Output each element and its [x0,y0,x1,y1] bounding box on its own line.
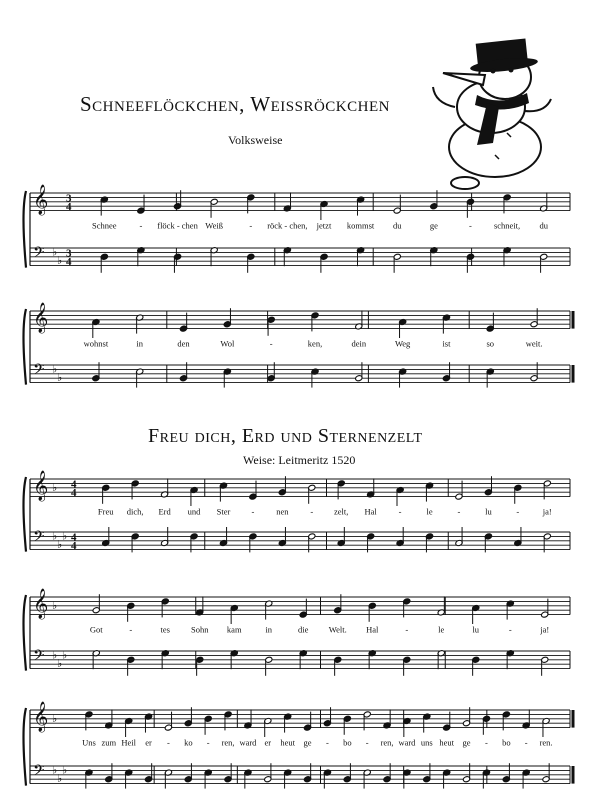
brace [24,595,27,671]
lyric-syllable: kommst [346,220,375,231]
lyric-syllable: in [265,624,273,635]
lyric-syllable: - [249,220,253,231]
note [173,253,181,273]
brace [24,191,27,268]
note [102,484,110,504]
note [472,656,480,676]
treble-staff [30,597,570,615]
lyric-syllable: dein [351,338,367,349]
lyric-syllable: le [438,624,445,635]
flat-icon: ♭ [62,763,68,777]
lyric-syllable: er [264,737,272,748]
flat-icon: ♭ [52,362,58,376]
lyric-syllable: - [251,506,255,517]
lyric-syllable: - [139,220,143,231]
system-2-2 [24,588,571,676]
lyric-syllable: - [405,624,409,635]
lyric-syllable: - [524,737,528,748]
lyric-syllable: Uns [82,737,96,748]
lyric-syllable: heut [280,737,296,748]
lyric-syllable: - [310,506,314,517]
flat-icon: ♭ [57,538,63,552]
lyric-syllable: - [326,737,329,748]
lyric-syllable: ja! [542,506,552,517]
brace [24,708,27,786]
lyric-syllable: ren. [539,737,553,748]
treble-clef-icon: 𝄞 [33,471,49,501]
lyric-syllable: nen [276,506,289,517]
lyric-syllable: den [177,338,190,349]
time-signature: 4 [66,201,72,214]
lyric-syllable: Got [89,624,103,635]
lyric-syllable: le [426,506,433,517]
treble-staff [30,193,570,214]
time-signature: 4 [66,256,72,269]
flat-icon: ♭ [57,254,63,268]
lyric-syllable: Schnee [92,220,117,231]
note [540,253,548,273]
system-1-1 [24,184,571,273]
lyric-syllable: ren, [221,737,235,748]
lyric-syllable: kam [226,624,242,635]
treble-clef-icon: 𝄞 [33,303,49,333]
note [127,656,135,676]
brace [24,309,27,385]
flat-icon: ♭ [52,648,58,662]
note [403,656,411,676]
bass-clef-icon: 𝄢 [33,361,45,382]
treble-clef-icon: 𝄞 [33,589,49,619]
treble-clef-icon: 𝄞 [33,185,49,215]
lyric-syllable: zum [101,737,117,748]
lyric-syllable: uns [420,737,433,748]
lyric-syllable: Ster [216,506,231,517]
note [466,253,474,273]
lyric-syllable: ja! [540,624,550,635]
lyric-syllable: zelt, [334,506,349,517]
lyric-syllable: - [508,624,512,635]
lyric-syllable: ken, [307,338,323,349]
note [334,656,342,676]
lyric-syllable: flöck - chen [157,220,198,231]
lyric-syllable: röck - chen, [267,220,308,231]
time-signature: 3 [66,192,72,205]
lyric-syllable: lu [485,506,492,517]
lyric-syllable: schneit, [493,220,521,231]
note [100,253,108,273]
note [247,253,255,273]
note [127,602,135,622]
bass-staff [30,248,570,269]
time-signature: 3 [66,247,72,260]
lyric-syllable: Freu [97,506,114,517]
lyric-syllable: - [469,220,472,231]
bass-clef-icon: 𝄢 [33,647,45,668]
bass-clef-icon: 𝄢 [33,244,45,265]
time-signature: 4 [71,531,77,544]
song-subtitle-1: Volksweise [228,133,283,147]
lyric-syllable: und [187,506,201,517]
lyric-syllable: Sohn [191,624,209,635]
note [466,198,474,218]
flat-icon: ♭ [52,480,58,494]
lyric-syllable: - [398,506,402,517]
lyric-syllable: heut [439,737,455,748]
flat-icon: ♭ [52,529,58,543]
lyric-syllable: jetzt [316,220,332,231]
note [265,656,273,676]
lyric-syllable: bo [502,737,511,748]
time-signature: 4 [71,478,77,491]
flat-icon: ♭ [52,711,58,725]
note [343,715,351,735]
bass-clef-icon: 𝄢 [33,528,45,549]
lyric-syllable: ge [303,737,312,748]
system-2-1 [24,470,571,552]
lyric-syllable: - [365,737,369,748]
note [308,484,316,504]
time-signature: 4 [71,540,77,553]
lyric-syllable: Wol [220,338,235,349]
treble-clef-icon: 𝄞 [33,702,49,732]
lyric-syllable: Heil [121,737,137,748]
lyric-syllable: - [206,737,210,748]
lyric-syllable: ren, [380,737,394,748]
lyric-syllable: bo [343,737,352,748]
lyric-syllable: du [539,220,548,231]
lyric-syllable: - [129,624,133,635]
note [204,715,212,735]
lyric-syllable: ward [239,737,257,748]
lyric-syllable: lu [472,624,480,635]
bass-clef-icon: 𝄢 [33,762,45,783]
lyric-syllable: ge [429,220,438,231]
flat-icon: ♭ [57,772,63,786]
lyric-syllable: ist [442,338,451,349]
lyric-syllable: - [516,506,520,517]
lyric-syllable: Hal [364,506,377,517]
lyric-syllable: - [167,737,170,748]
flat-icon: ♭ [52,598,58,612]
lyric-syllable: - [485,737,488,748]
lyric-syllable: er [145,737,152,748]
lyric-syllable: ko [184,737,193,748]
note [267,316,275,336]
lyric-syllable: weit. [525,338,543,349]
note [210,198,218,218]
brace [24,477,27,552]
note [320,253,328,273]
note [541,656,549,676]
note [393,253,401,273]
lyric-syllable: die [298,624,309,635]
lyric-syllable: wohnst [83,338,109,349]
lyric-syllable: Welt. [328,624,347,635]
lyric-syllable: in [136,338,144,349]
flat-icon: ♭ [52,245,58,259]
lyric-syllable: Hal [366,624,379,635]
time-signature: 4 [71,487,77,500]
note [368,602,376,622]
song-title-2: Freu dich, Erd und Sternenzelt [148,425,423,447]
song-title-1: Schneeflöckchen, Weissröckchen [80,92,390,116]
flat-icon: ♭ [62,529,68,543]
lyric-syllable: dich, [126,506,144,517]
flat-icon: ♭ [57,657,63,671]
note [196,656,204,676]
lyric-syllable: ge [462,737,471,748]
system-1-2 [24,302,574,388]
flat-icon: ♭ [57,371,63,385]
lyric-syllable: - [269,338,273,349]
lyric-syllable: du [392,220,402,231]
song-subtitle-2: Weise: Leitmeritz 1520 [243,453,356,467]
lyric-syllable: ward [398,737,416,748]
lyric-syllable: Weiß [205,220,224,231]
lyric-syllable: Erd [158,506,171,517]
system-2-3 [24,701,574,789]
note [514,484,522,504]
lyric-syllable: Weg [394,338,411,349]
lyric-syllable: so [486,338,495,349]
flat-icon: ♭ [52,763,58,777]
lyric-syllable: - [457,506,461,517]
flat-icon: ♭ [62,648,68,662]
lyric-syllable: tes [160,624,170,635]
